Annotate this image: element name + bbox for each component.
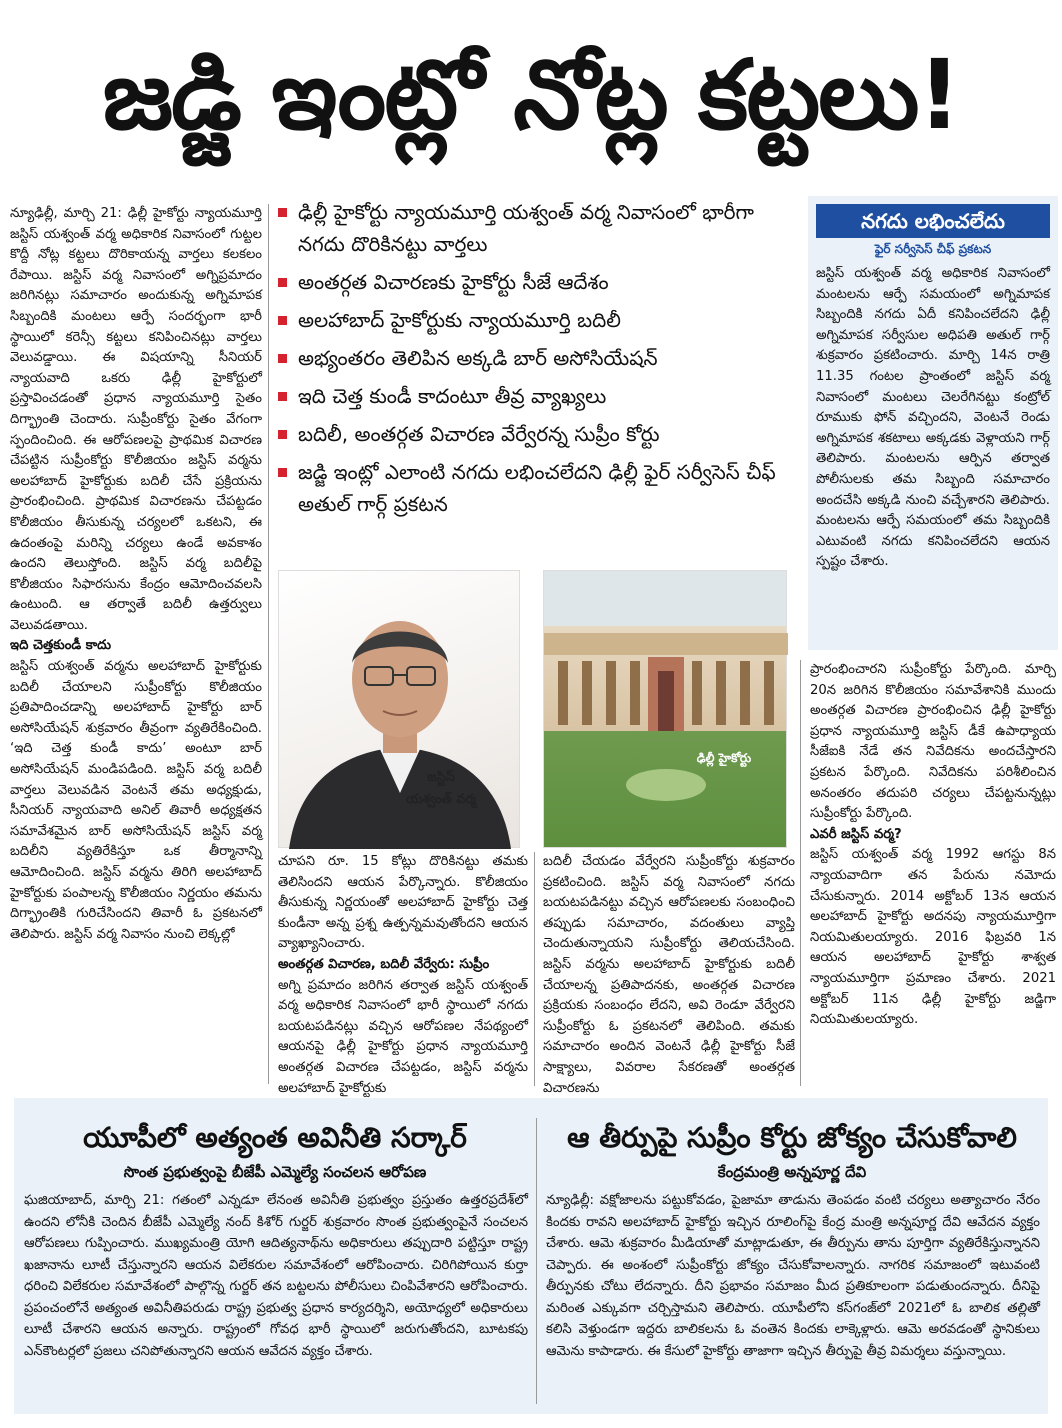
column-divider-3 — [800, 660, 801, 1086]
highlights-list — [272, 196, 792, 556]
headline: జడ్జి ఇంట్లో నోట్ల కట్టలు! — [102, 39, 960, 151]
column-4-paragraph-1: ప్రారంభించారని సుప్రీంకోర్టు పేర్కొంది. మార్చి 20న జరిగిన కొలీజియం సమావేశానికి ముందు అంతర్గత విచారణ ప్రారంభించిన ఢిల్లీ హైకోర్టు ప్రధాన న్యాయమూర్తి జస్టిస్ డీకే ఉపాధ్యాయ సీజేఐకి నేడే తన నివేదికను అందచేస్తారని ప్రకటన పేర్కొంది. నివేదికను పరిశీలించిన అనంతరం తదుపరి చర్యలు చేపట్టనున్నట్లు సుప్రీంకోర్టు పేర్కొంది. — [810, 662, 1056, 822]
column-2-subhead: అంతర్గత విచారణ, బదిలీ వేర్వేరు: సుప్రీం — [278, 956, 490, 972]
column-2-paragraph-1: చూపని రూ. 15 కోట్లు దొరికినట్టు తమకు తెలిసిందని ఆయన పేర్కొన్నారు. కొలీజియం తీసుకున్న నిర్ణయంతో అలహాబాద్ హైకోర్టు చెత్త కుండీనా అన్న ప్రశ్న ఉత్పన్నమవుతోందని ఆయన వ్యాఖ్యానించారు. — [278, 854, 528, 952]
column-2-paragraph-2: అగ్ని ప్రమాదం జరిగిన తర్వాత జస్టిస్ యశ్వంత్ వర్మ అధికారిక నివాసంలో భారీ స్థాయిలో నగదు బయటపడినట్లు వచ్చిన ఆరోపణల నేపథ్యంలో ఆయనపై ఢిల్లీ హైకోర్టు ప్రధాన న్యాయమూర్తి అంతర్గత విచారణ చేపట్టడం, జస్టిస్ వర్మను అలహాబాద్ హైకోర్టుకు — [278, 977, 528, 1096]
bottom-right-body: న్యూఢిల్లీ: వక్షోజాలను పట్టుకోవడం, పైజామా తాడును తెంపడం వంటి చర్యలు అత్యాచారం నేరం కిందకు రావని అలహాబాద్ హైకోర్టు ఇచ్చిన రూలింగ్‌పై కేంద్ర మంత్రి అన్నపూర్ణ దేవి ఆవేదన వ్యక్తం చేశారు. ఆమె శుక్రవారం మీడియాతో మాట్లాడుతూ, ఈ తీర్పును తాను పూర్తిగా వ్యతిరేకిస్తున్నానని చెప్పారు. ఈ అంశంలో సుప్రీంకోర్టు జోక్యం చేసుకోవాలన్నారు. నాగరిక సమాజంలో ఇటువంటి తీర్పునకు చోటు లేదన్నారు. దీని ప్రభావం సమాజం మీద ప్రతికూలంగా పడుతుందన్నారు. దీనిపై మరింత ఎక్కువగా చర్చిస్తామని తెలిపారు. యూపీలోని కస్‌గంజ్‌లో 2021లో ఓ బాలిక తల్లితో కలిసి వెళ్తుండగా ఇద్దరు బాలికలను ఓ వంతెన కిందకు లాక్కెళ్లారు. ఆమె అరవడంతో స్థానికులు ఆమెను కాపాడారు. ఈ కేసులో హైకోర్టు తాజాగా ఇచ్చిన తీర్పుపై తీవ్ర విమర్శలు వస్తున్నాయి. — [546, 1193, 1040, 1359]
bottom-divider — [536, 1118, 537, 1404]
bottom-left-body: ఘజియాబాద్, మార్చి 21: గతంలో ఎన్నడూ లేనంత అవినీతి ప్రభుత్వం ప్రస్తుతం ఉత్తరప్రదేశ్‌లో ఉందని లోనీకి చెందిన బీజేపీ ఎమ్మెల్యే నంద్ కిశోర్ గుర్జర్ శుక్రవారం సొంత ప్రభుత్వంపైనే సంచలన ఆరోపణలు గుప్పించారు. ముఖ్యమంత్రి యోగి ఆదిత్యనాథ్‌ను అధికారులు తప్పుదారి పట్టిస్తూ రాష్ట్ర ఖజానాను లూటీ చేస్తున్నారని ఆయన విలేకరుల సమావేశంలో ఆరోపించారు. చిరిగిపోయిన కుర్తా ధరించి విలేకరుల సమావేశంలో పాల్గొన్న గుర్జర్ తన బట్టలను పోలీసులు చింపివేశారని ఆరోపించారు. ప్రపంచంలోనే అత్యంత అవినీతిపరుడు రాష్ట్ర ప్రభుత్వ ప్రధాన కార్యదర్శిని, అయోధ్యలో అధికారులు లూటీ చేశారని ఆయన అన్నారు. రాష్ట్రంలో గోవధ భారీ స్థాయిలో జరుగుతోందని, బూటకపు ఎన్‌కౌంటర్లలో ప్రజలు చనిపోతున్నారని ఆయన ఆవేదన వ్యక్తం చేశారు. — [24, 1193, 528, 1359]
column-3 — [543, 852, 795, 1096]
highlight-item: బదిలీ, అంతర్గత విచారణ వేర్వేరన్న సుప్రీం కోర్టు — [272, 418, 792, 450]
photo2-caption: ఢిల్లీ హైకోర్టు — [696, 751, 752, 765]
highlight-item: ఇది చెత్త కుండీ కాదంటూ తీవ్ర వ్యాఖ్యలు — [272, 380, 792, 412]
column-4 — [810, 660, 1056, 1088]
highlight-item: జడ్జి ఇంట్లో ఎలాంటి నగదు లభించలేదని ఢిల్లీ ఫైర్ సర్వీసెస్ చీఫ్ అతుల్ గార్గ్ ప్రకటన — [272, 456, 792, 520]
column-1-paragraph-2: జస్టిస్ యశ్వంత్ వర్మను అలహాబాద్ హైకోర్టుకు బదిలీ చేయాలని సుప్రీంకోర్టు కొలీజియం ప్రతిపాదించడాన్ని అలహాబాద్ హైకోర్టు బార్ అసోసియేషన్ శుక్రవారం తీవ్రంగా వ్యతిరేకించింది. ‘ఇది చెత్త కుండీ కాదు’ అంటూ బార్ అసోసియేషన్ మండిపడింది. జస్టిస్ వర్మ బదిలీ వార్తలు వెలువడిన వెంటనే తమ అధ్యక్షుడు, సీనియర్ న్యాయవాది అనిల్ తివారీ అధ్యక్షతన సమావేశమైన బార్ అసోసియేషన్ జస్టిస్ వర్మ బదిలీని వ్యతిరేకిస్తూ ఒక తీర్మానాన్ని ఆమోదించింది. జస్టిస్ వర్మను తిరిగి అలహాబాద్ హైకోర్టుకు పంపాలన్న కొలీజియం నిర్ణయం తమను దిగ్భ్రాంతికి గురిచేసిందని తివారీ ఓ ప్రకటనలో తెలిపారు. జస్టిస్ వర్మ నివాసం నుంచి లెక్కల్లో — [10, 659, 262, 942]
side-box-body: జస్టిస్ యశ్వంత్ వర్మ అధికారిక నివాసంలో మంటలను ఆర్పే సమయంలో అగ్నిమాపక సిబ్బందికి నగదు ఏదీ కనిపించలేదని ఢిల్లీ అగ్నిమాపక సర్వీసుల అధిపతి అతుల్ గార్గ్ శుక్రవారం ప్రకటించారు. మార్చి 14న రాత్రి 11.35 గంటల ప్రాంతంలో జస్టిస్ వర్మ నివాసంలో మంటలు చెలరేగినట్టు కంట్రోల్ రూముకు ఫోన్ వచ్చిందని, వెంటనే రెండు అగ్నిమాపక శకటాలు అక్కడకు వెళ్లాయని గార్గ్ తెలిపారు. మంటలను ఆర్పిన తర్వాత పోలీసులకు తమ సిబ్బంది సమాచారం అందచేసి అక్కడి నుంచి వచ్చేశారని తెలిపారు. మంటలను ఆర్పే సమయంలో తమ సిబ్బందికి ఎటువంటి నగదు కనిపించలేదని ఆయన స్పష్టం చేశారు. — [816, 266, 1050, 570]
justice-varma-photo — [278, 570, 520, 848]
column-divider-2 — [534, 852, 535, 1086]
building-illustration — [544, 571, 788, 849]
column-4-paragraph-2: జస్టిస్ యశ్వంత్ వర్మ 1992 ఆగస్టు 8న న్యాయవాదిగా తన పేరును నమోదు చేసుకున్నారు. 2014 అక్టోబర్ 13న ఆయన అలహాబాద్ హైకోర్టు అదనపు న్యాయమూర్తిగా నియమితులయ్యారు. 2016 ఫిబ్రవరి 1న ఆయన అలహాబాద్ హైకోర్టు శాశ్వత న్యాయమూర్తిగా ప్రమాణం చేశారు. 2021 అక్టోబర్ 11న ఢిల్లీ హైకోర్టు జడ్జిగా నియమితులయ్యారు. — [810, 847, 1056, 1028]
column-1 — [10, 204, 262, 1090]
bottom-left-title: యూపీలో అత్యంత అవినీతి సర్కార్ — [83, 1121, 467, 1154]
column-divider-1 — [268, 204, 269, 1084]
highlight-item: ఢిల్లీ హైకోర్టు న్యాయమూర్తి యశ్వంత్ వర్మ నివాసంలో భారీగా నగదు దొరికినట్టు వార్తలు — [272, 196, 792, 260]
photo1-caption: జస్టిస్ యశ్వంత్ వర్మ — [405, 770, 477, 807]
column-3-paragraph-1: బదిలీ చేయడం వేర్వేరని సుప్రీంకోర్టు శుక్రవారం ప్రకటించింది. జస్టిస్ వర్మ నివాసంలో నగదు బయటపడినట్టు వచ్చిన ఆరోపణలకు సంబంధించి తప్పుడు సమాచారం, వదంతులు వ్యాప్తి చెందుతున్నాయని సుప్రీంకోర్టు తెలియచేసింది. జస్టిస్ వర్మను అలహాబాద్ హైకోర్టుకు బదిలీ చేయాలన్న ప్రతిపాదనకు, అంతర్గత విచారణ ప్రక్రియకు సంబంధం లేదని, అవి రెండూ వేర్వేరని సుప్రీంకోర్టు ఓ ప్రకటనలో తెలిపింది. తమకు సమాచారం అందిన వెంటనే ఢిల్లీ హైకోర్టు సీజే సాక్ష్యాలు, వివరాల సేకరణతో అంతర్గత విచారణను — [543, 854, 795, 1096]
column-1-subhead: ఇది చెత్తకుండీ కాదు — [10, 638, 112, 654]
bottom-right-subtitle: కేంద్రమంత్రి అన్నపూర్ణ దేవి — [717, 1163, 867, 1181]
column-1-paragraph-1: న్యూఢిల్లీ, మార్చి 21: ఢిల్లీ హైకోర్టు న్యాయమూర్తి జస్టిస్ యశ్వంత్ వర్మ అధికారిక నివాసంలో గుట్టల కొద్దీ నోట్ల కట్టలు దొరికాయన్న వార్తలు కలకలం రేపాయి. జస్టిస్ వర్మ నివాసంలో అగ్నిప్రమాదం జరిగినట్లు సమాచారం అందుకున్న అగ్నిమాపక సిబ్బందికి మంటలు ఆర్పే సందర్భంగా భారీ స్థాయిలో కరెన్సీ కట్టలు కనిపించినట్లు వార్తలు వెలువడ్డాయి. ఈ విషయాన్ని సీనియర్ న్యాయవాది ఒకరు ఢిల్లీ హైకోర్టులో ప్రస్తావించడంతో ప్రధాన న్యాయమూర్తి సైతం దిగ్భ్రాంతి చెందారు. సుప్రీంకోర్టు సైతం వేగంగా స్పందించింది. ఈ ఆరోపణలపై ప్రాథమిక విచారణ చేపట్టిన సుప్రీంకోర్టు కొలీజియం జస్టిస్ వర్మను అలహాబాద్ హైకోర్టుకు బదిలీ చేసే ప్రక్రియను ప్రారంభించింది. ప్రాథమిక విచారణను చేపట్టడం కొలీజియం తీసుకున్న చర్యలలో ఒకటని, ఈ ఉదంతంపై మరిన్ని చర్యలు ఉండే అవకాశం ఉందని తెలుస్తోంది. జస్టిస్ వర్మ బదిలీపై కొలీజియం సిఫారసును కేంద్రం ఆమోదించవలసి ఉంటుంది. ఆ తర్వాతే బదిలీ ఉత్తర్వులు వెలువడతాయి. — [10, 206, 262, 633]
side-box-title: నగదు లభించలేదు — [816, 204, 1050, 238]
bottom-right-title: ఆ తీర్పుపై సుప్రీం కోర్టు జోక్యం చేసుకోవాలి — [567, 1121, 1017, 1154]
highlight-item: అంతర్గత విచారణకు హైకోర్టు సీజే ఆదేశం — [272, 266, 792, 298]
bottom-left-subtitle: సొంత ప్రభుత్వంపై బీజేపీ ఎమ్మెల్యే సంచలన ఆరోపణ — [123, 1163, 427, 1181]
column-4-subhead: ఎవరీ జస్టిస్ వర్మ? — [810, 826, 902, 842]
delhi-high-court-photo — [543, 570, 787, 848]
side-box-subtitle: ఫైర్ సర్వీసెస్ చీఫ్ ప్రకటన — [874, 242, 992, 256]
highlight-item: అలహాబాద్ హైకోర్టుకు న్యాయమూర్తి బదిలీ — [272, 304, 792, 336]
highlight-item: అభ్యంతరం తెలిపిన అక్కడి బార్ అసోసియేషన్ — [272, 342, 792, 374]
column-2 — [278, 852, 528, 1096]
